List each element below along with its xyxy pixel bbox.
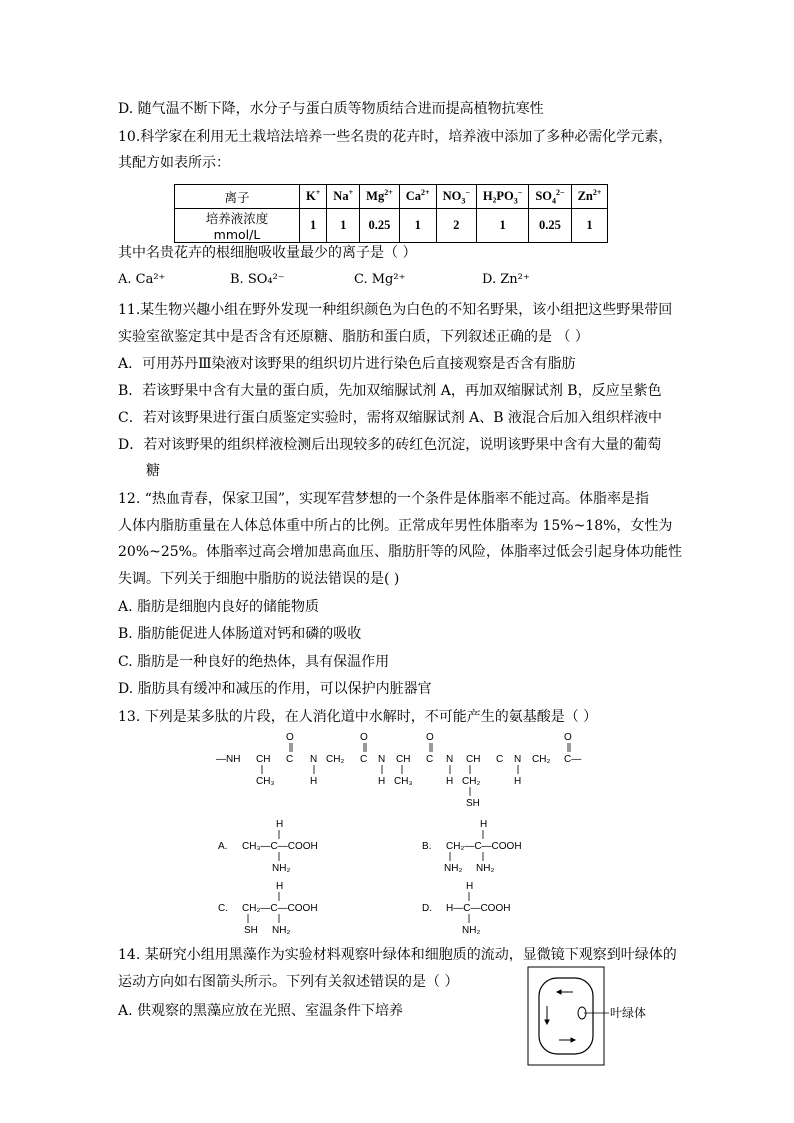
- q11-option-d-cont: 糖: [146, 463, 160, 479]
- ion-cell: Na+: [327, 185, 360, 209]
- q13-question: 13. 下列是某多肽的片段，在人消化道中水解时，不可能产生的氨基酸是（ ）: [118, 709, 598, 725]
- q12-stem-line4: 失调。下列关于细胞中脂肪的说法错误的是( ): [118, 571, 400, 587]
- svg-text:H: H: [514, 776, 522, 787]
- value-cell: 1: [327, 209, 360, 243]
- q10-option-a: A. Ca²⁺: [118, 272, 166, 287]
- value-cell: 2: [436, 209, 476, 243]
- q12-option-d: D. 脂肪具有缓冲和减压的作用，可以保护内脏器官: [118, 681, 432, 697]
- svg-text:C: C: [360, 754, 368, 765]
- svg-text:A.: A.: [218, 841, 228, 852]
- q14-stem-line2: 运动方向如右图箭头所示。下列有关叙述错误的是（ ）: [118, 974, 459, 990]
- polypeptide-structure: [214, 732, 594, 816]
- q10-option-d: D. Zn²⁺: [482, 272, 530, 287]
- q11-stem-line2: 实验室欲鉴定其中是否含有还原糖、脂肪和蛋白质，下列叙述正确的是 （ ）: [118, 329, 589, 345]
- chloroplast-label: 叶绿体: [610, 1006, 647, 1020]
- svg-text:H: H: [276, 881, 284, 892]
- svg-text:SH: SH: [466, 798, 480, 809]
- svg-text:C: C: [286, 754, 294, 765]
- svg-text:B.: B.: [422, 841, 432, 852]
- value-cell: 1: [300, 209, 327, 243]
- svg-text:H: H: [466, 881, 474, 892]
- table-row: [175, 209, 608, 243]
- svg-text:O: O: [360, 732, 368, 743]
- q10-option-b: B. SO₄²⁻: [230, 272, 285, 287]
- q11-option-d: D．若对该野果的组织样液检测后出现较多的砖红色沉淀，说明该野果中含有大量的葡萄: [118, 437, 662, 453]
- ion-cell: $Zn^{2+}$: [571, 185, 608, 209]
- table-header-label: 离子: [175, 185, 300, 209]
- svg-text:H: H: [276, 819, 284, 830]
- q10-question: 其中名贵花卉的根细胞吸收量最少的离子是（ ）: [118, 245, 417, 261]
- svg-text:CH: CH: [466, 754, 481, 765]
- svg-text:C: C: [426, 754, 434, 765]
- svg-text:O: O: [286, 732, 294, 743]
- q10-stem-line1: 10.科学家在利用无土栽培法培养一些名贵的花卉时，培养液中添加了多种必需化学元素，: [118, 129, 673, 145]
- svg-text:CH₂: CH₂: [462, 776, 481, 787]
- svg-text:NH₂: NH₂: [444, 863, 463, 874]
- q9-option-d: D. 随气温不断下降，水分子与蛋白质等物质结合进而提高植物抗寒性: [118, 101, 544, 117]
- svg-text:—NH: —NH: [216, 754, 241, 765]
- svg-text:H: H: [480, 819, 488, 830]
- svg-text:H: H: [446, 776, 454, 787]
- svg-text:O: O: [564, 732, 572, 743]
- q10-stem-line2: 其配方如表所示：: [118, 155, 230, 171]
- svg-text:O: O: [426, 732, 434, 743]
- svg-text:NH₂: NH₂: [272, 863, 291, 874]
- svg-text:CH₃—C—COOH: CH₃—C—COOH: [242, 841, 318, 852]
- value-cell: 1: [399, 209, 436, 243]
- value-cell: 0.25: [360, 209, 400, 243]
- svg-text:C—: C—: [564, 754, 582, 765]
- q11-option-b: B．若该野果中含有大量的蛋白质，先加双缩脲试剂 A，再加双缩脲试剂 B，反应呈紫色: [118, 383, 662, 399]
- svg-text:C: C: [496, 754, 504, 765]
- q12-stem-line3: 20%~25%。体脂率过高会增加患高血压、脂肪肝等的风险，体脂率过低会引起身体功能性: [118, 544, 682, 560]
- svg-text:CH₂—C—COOH: CH₂—C—COOH: [242, 903, 318, 914]
- svg-text:CH₃: CH₃: [394, 776, 413, 787]
- ion-cell: $NO_3^-$: [436, 185, 476, 209]
- value-cell: 0.25: [529, 209, 571, 243]
- svg-text:N: N: [514, 754, 522, 765]
- svg-text:NH₂: NH₂: [476, 863, 495, 874]
- ion-cell: $H_2PO_3^-$: [476, 185, 528, 209]
- svg-text:H: H: [378, 776, 386, 787]
- q11-option-c: C．若对该野果进行蛋白质鉴定实验时，需将双缩脲试剂 A、B 液混合后加入组织样液中: [118, 410, 663, 426]
- q12-option-b: B. 脂肪能促进人体肠道对钙和磷的吸收: [118, 626, 362, 642]
- svg-text:H: H: [310, 776, 318, 787]
- svg-text:CH₂: CH₂: [532, 754, 551, 765]
- q10-option-c: C. Mg²⁺: [354, 272, 406, 287]
- svg-text:N: N: [446, 754, 454, 765]
- table-row: [175, 185, 608, 209]
- svg-text:CH: CH: [396, 754, 411, 765]
- q12-stem-line1: 12. “热血青春，保家卫国”，实现军营梦想的一个条件是体脂率不能过高。体脂率是指: [118, 491, 650, 507]
- svg-text:N: N: [378, 754, 386, 765]
- q11-stem-line1: 11.某生物兴趣小组在野外发现一种组织颜色为白色的不知名野果，该小组把这些野果带回: [118, 302, 673, 318]
- svg-text:NH₂: NH₂: [462, 925, 481, 935]
- value-cell: 1: [476, 209, 528, 243]
- q12-option-c: C. 脂肪是一种良好的绝热体，具有保温作用: [118, 654, 390, 670]
- svg-text:CH₂—C—COOH: CH₂—C—COOH: [446, 841, 522, 852]
- q12-option-a: A. 脂肪是细胞内良好的储能物质: [118, 599, 320, 615]
- svg-text:CH: CH: [256, 754, 271, 765]
- amino-acid-options: [214, 815, 574, 939]
- svg-text:CH₃: CH₃: [256, 776, 275, 787]
- ion-cell: $Mg^{2+}$: [360, 185, 400, 209]
- svg-text:SH: SH: [244, 925, 258, 935]
- svg-text:NH₂: NH₂: [272, 925, 291, 935]
- value-cell: 1: [571, 209, 608, 243]
- svg-text:D.: D.: [422, 903, 432, 914]
- ion-concentration-table: [174, 184, 608, 243]
- ion-cell: $SO_4^{2-}$: [529, 185, 571, 209]
- svg-text:H—C—COOH: H—C—COOH: [446, 903, 511, 914]
- q11-option-a: A．可用苏丹Ⅲ染液对该野果的组织切片进行染色后直接观察是否含有脂肪: [118, 356, 576, 372]
- table-row-label: 培养液浓度 mmol/L: [175, 209, 300, 243]
- svg-text:N: N: [310, 754, 318, 765]
- ion-cell: $Ca^{2+}$: [399, 185, 436, 209]
- ion-cell: K+: [300, 185, 327, 209]
- chloroplast-flow-figure: [527, 966, 662, 1072]
- q12-stem-line2: 人体内脂肪重量在人体总体重中所占的比例。正常成年男性体脂率为 15%~18%，女性为: [118, 518, 673, 534]
- q14-option-a: A. 供观察的黑藻应放在光照、室温条件下培养: [118, 1003, 404, 1019]
- svg-text:C.: C.: [218, 903, 228, 914]
- svg-text:CH₂: CH₂: [326, 754, 345, 765]
- q14-stem-line1: 14. 某研究小组用黑藻作为实验材料观察叶绿体和细胞质的流动，显微镜下观察到叶绿体的: [118, 947, 677, 963]
